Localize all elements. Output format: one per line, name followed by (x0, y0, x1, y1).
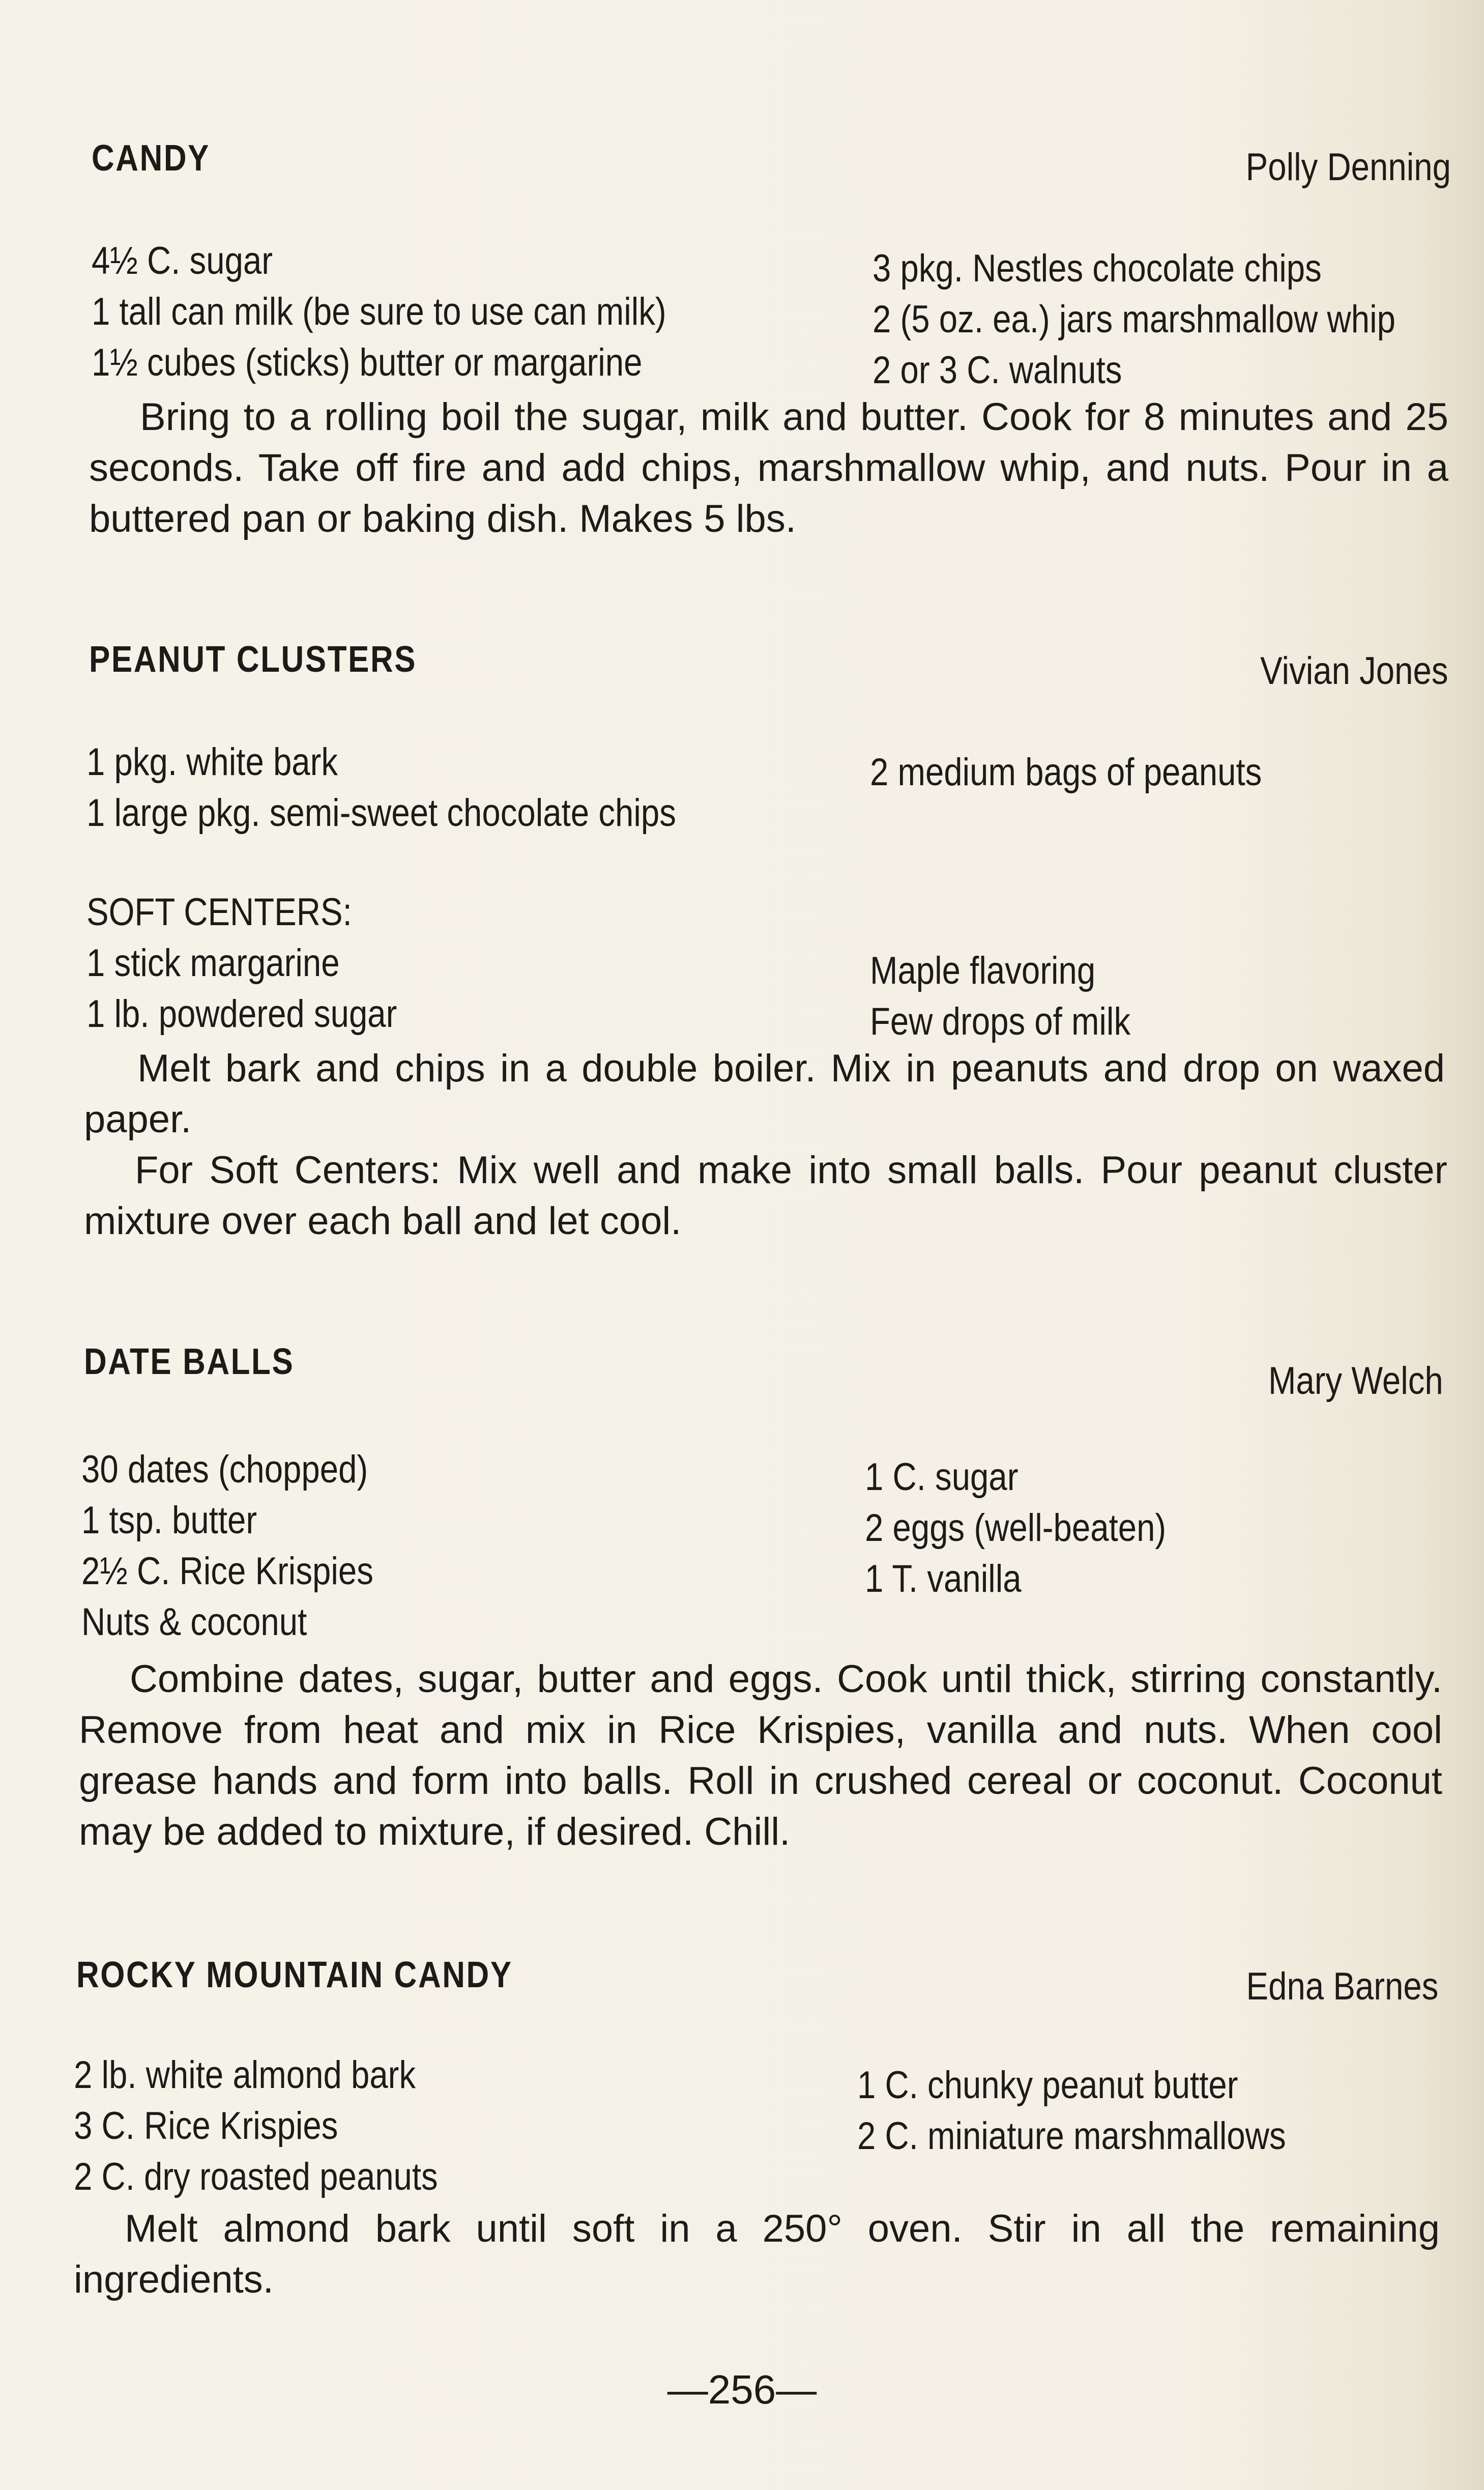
ingredient: 1 tall can milk (be sure to use can milk) (92, 290, 666, 333)
recipe-title: PEANUT CLUSTERS (89, 639, 417, 680)
ingredient: 2½ C. Rice Krispies (81, 1550, 373, 1593)
ingredient: 4½ C. sugar (92, 239, 273, 282)
ingredient: 2 eggs (well-beaten) (865, 1506, 1167, 1550)
ingredient: 30 dates (chopped) (81, 1448, 368, 1491)
ingredient: 1 C. sugar (865, 1455, 1019, 1499)
ingredient: 2 C. dry roasted peanuts (74, 2155, 438, 2198)
ingredient: Nuts & coconut (81, 1600, 307, 1644)
recipe-title: ROCKY MOUNTAIN CANDY (76, 1955, 513, 1995)
recipe-directions: For Soft Centers: Mix well and make into small balls. Pour peanut cluster mixture over each ball and let cool. (84, 1149, 1447, 1243)
ingredient: 1 stick margarine (86, 941, 340, 985)
ingredient: 2 (5 oz. ea.) jars marshmallow whip (872, 298, 1395, 341)
recipe-author: Mary Welch (1268, 1359, 1443, 1403)
ingredient: 2 or 3 C. walnuts (872, 349, 1122, 392)
recipe-author: Vivian Jones (1260, 649, 1448, 693)
ingredient: 3 C. Rice Krispies (74, 2104, 338, 2148)
recipe-author: Polly Denning (1245, 146, 1451, 189)
recipe-author: Edna Barnes (1246, 1965, 1438, 2008)
recipe-title: CANDY (92, 138, 211, 179)
ingredient: Maple flavoring (870, 949, 1096, 992)
ingredient: 1 tsp. butter (81, 1499, 257, 1542)
ingredient: 1 lb. powdered sugar (86, 992, 397, 1036)
ingredient: 3 pkg. Nestles chocolate chips (872, 247, 1322, 290)
ingredient: Few drops of milk (870, 1000, 1131, 1043)
ingredient: 2 lb. white almond bark (74, 2053, 416, 2097)
ingredient: 2 medium bags of peanuts (870, 751, 1262, 794)
sub-heading: SOFT CENTERS: (86, 891, 352, 934)
ingredient: 1 large pkg. semi-sweet chocolate chips (86, 791, 676, 835)
recipe-directions: Melt almond bark until soft in a 250° oven. Stir in all the remaining ingredients. (74, 2207, 1440, 2301)
recipe-directions: Melt bark and chips in a double boiler. Mix in peanuts and drop on waxed paper. (84, 1047, 1445, 1141)
recipe-title: DATE BALLS (84, 1341, 295, 1382)
ingredient: 1 pkg. white bark (86, 740, 338, 784)
ingredient: 1 C. chunky peanut butter (857, 2064, 1238, 2107)
page-number: —256— (667, 2367, 817, 2412)
ingredient: 1 T. vanilla (865, 1557, 1022, 1600)
ingredient: 1½ cubes (sticks) butter or margarine (92, 341, 643, 384)
ingredient: 2 C. miniature marshmallows (857, 2114, 1286, 2158)
recipe-directions: Bring to a rolling boil the sugar, milk and butter. Cook for 8 minutes and 25 seconds. Take off fire and add chips, marshmallow whip, and nuts. Pour in a buttered pan or baking dish. Makes 5 lbs. (89, 395, 1448, 540)
recipe-directions: Combine dates, sugar, butter and eggs. Cook until thick, stirring constantly. Remove from heat and mix in Rice Krispies, vanilla and nuts. When cool grease hands and form into balls. Roll in crushed cereal or coconut. Coconut may be added to mixture, if desired. Chill. (79, 1657, 1442, 1853)
